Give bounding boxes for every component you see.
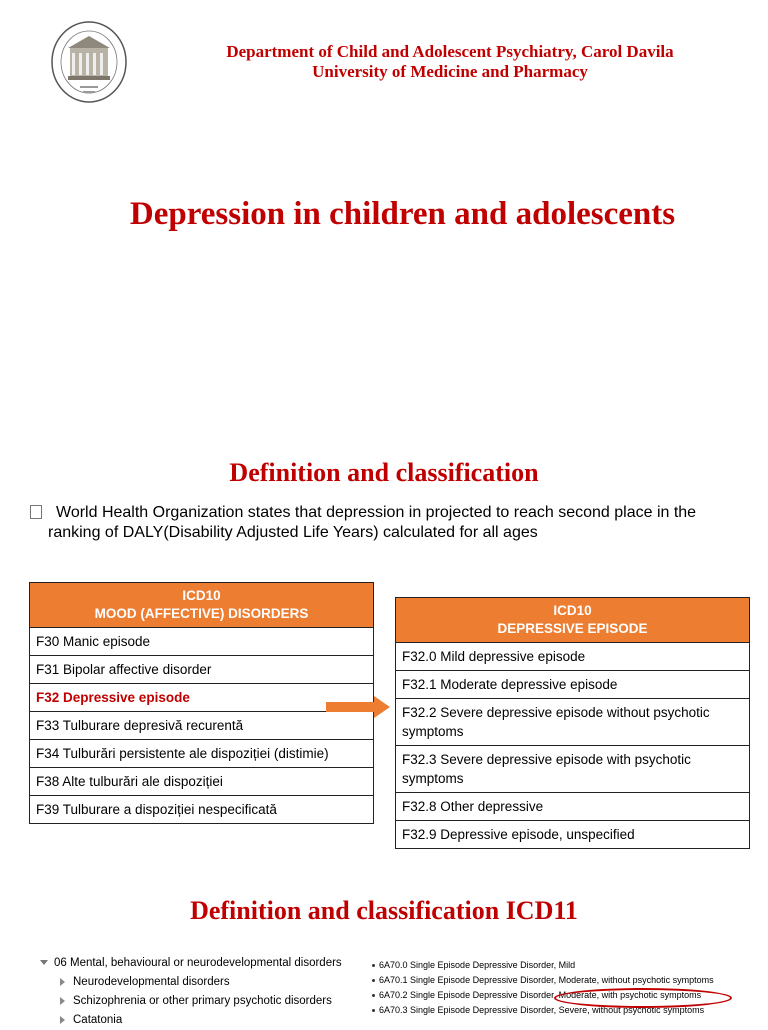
table-row: F33 Tulburare depresivă recurentă: [30, 712, 374, 740]
tree-item[interactable]: [40, 1011, 370, 1030]
table-row: F32.1 Moderate depressive episode: [396, 671, 750, 699]
chevron-right-icon[interactable]: [60, 1016, 65, 1024]
table-row: F34 Tulburări persistente ale dispoziției (distimie): [30, 740, 374, 768]
depressive-table-header: [396, 598, 750, 643]
bullet-dot-icon: [372, 979, 375, 982]
depressive-table-header-line2: DEPRESSIVE EPISODE: [497, 621, 648, 636]
code-label: 6A70.3 Single Episode Depressive Disorder, Severe, without psychotic symptoms: [379, 1005, 705, 1015]
depressive-episode-table: [395, 597, 750, 849]
depressive-table-header-line1: ICD10: [553, 603, 592, 618]
code-label: 6A70.1 Single Episode Depressive Disorder, Moderate, without psychotic symptoms: [379, 975, 714, 985]
table-row: F31 Bipolar affective disorder: [30, 656, 374, 684]
code-label: 6A70.2 Single Episode Depressive Disorder, Moderate, with psychotic symptoms: [379, 990, 702, 1000]
table-row: F32.3 Severe depressive episode with psychotic symptoms: [396, 746, 750, 793]
table-row: F39 Tulburare a dispoziției nespecificată: [30, 796, 374, 824]
table-row: F32.0 Mild depressive episode: [396, 643, 750, 671]
chevron-down-icon[interactable]: [40, 960, 48, 965]
tree-item-label: Schizophrenia or other primary psychotic disorders: [73, 995, 332, 1007]
mood-disorders-table: [29, 582, 374, 824]
bullet-icon: [30, 505, 42, 519]
university-seal-logo: [50, 20, 128, 104]
table-row: F32.2 Severe depressive episode without psychotic symptoms: [396, 699, 750, 746]
bullet-paragraph: [30, 503, 750, 543]
chevron-right-icon[interactable]: [60, 978, 65, 986]
tree-root-label: 06 Mental, behavioural or neurodevelopmental disorders: [54, 957, 342, 969]
table-row: F32.8 Other depressive: [396, 793, 750, 821]
table-row: F32.9 Depressive episode, unspecified: [396, 821, 750, 849]
mood-table-header-line2: MOOD (AFFECTIVE) DISORDERS: [94, 606, 309, 621]
mood-table-header: [30, 583, 374, 628]
department-line-1: Department of Child and Adolescent Psychiatry, Carol Davila: [226, 42, 674, 61]
icd11-tree: [40, 954, 370, 1030]
bullet-dot-icon: [372, 1009, 375, 1012]
annotation-circle: [554, 988, 732, 1008]
icd11-code-list: [372, 958, 762, 1018]
tree-item[interactable]: [40, 992, 370, 1011]
page-title: Depression in children and adolescents: [129, 196, 676, 232]
bullet-text: World Health Organization states that depression in projected to reach second place in the ranking of DALY(Disability Adjusted Life Years) calculated for all ages: [48, 504, 697, 541]
code-label: 6A70.0 Single Episode Depressive Disorder, Mild: [379, 960, 576, 970]
mood-table-header-line1: ICD10: [182, 588, 221, 603]
department-header: [150, 42, 750, 82]
table-row-highlighted: F32 Depressive episode: [30, 684, 374, 712]
tree-item-label: Catatonia: [73, 1014, 123, 1026]
table-row: F30 Manic episode: [30, 628, 374, 656]
table-row: F38 Alte tulburări ale dispoziției: [30, 768, 374, 796]
chevron-right-icon[interactable]: [60, 997, 65, 1005]
tree-root[interactable]: [40, 954, 370, 973]
bullet-dot-icon: [372, 994, 375, 997]
tree-item-label: Neurodevelopmental disorders: [73, 976, 230, 988]
list-item: [372, 958, 762, 973]
section-heading-definition: Definition and classification: [229, 458, 539, 487]
department-line-2: University of Medicine and Pharmacy: [312, 62, 588, 81]
right-arrow-icon: [326, 696, 390, 718]
tree-item[interactable]: [40, 973, 370, 992]
section-heading-icd11: Definition and classification ICD11: [190, 896, 578, 925]
bullet-dot-icon: [372, 964, 375, 967]
list-item: [372, 973, 762, 988]
